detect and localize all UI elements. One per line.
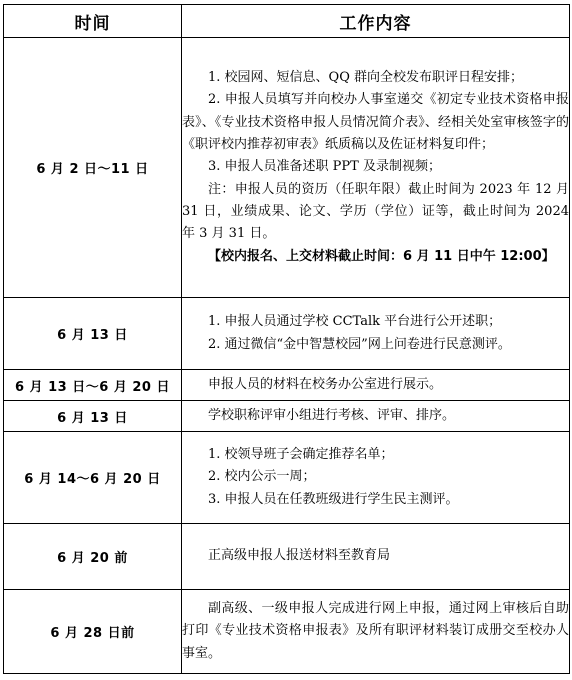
table-row [4,401,570,432]
row-content [182,401,570,432]
row-content [182,590,570,674]
row-date: 6 月 14～6 月 20 日 [4,432,182,524]
list-item: 1. 申报人员通过学校 CCTalk 平台进行公开述职； [208,314,502,330]
table-row [4,298,570,370]
list-item: 正高级申报人报送材料至教育局 [208,548,391,564]
list-item: 2. 通过微信“金中智慧校园”网上问卷进行民意测评。 [208,336,511,352]
row-date: 6 月 2 日～11 日 [4,38,182,298]
list-item: 申报人员的材料在校务办公室进行展示。 [208,376,443,392]
row-date: 6 月 20 前 [4,524,182,590]
note-text: 注：申报人员的资历（任职年限）截止时间为 2023 年 12 月 31 日，业绩成果、论文、学历（学位）证等，截止时间为 2024 年 3 月 31 日。 [182,181,569,242]
list-item: 3. 申报人员准备述职 PPT 及录制视频； [208,159,441,175]
table-row [4,432,570,524]
row-date: 6 月 28 日前 [4,590,182,674]
row-date: 6 月 13 日～6 月 20 日 [4,370,182,401]
table-row [4,524,570,590]
table-header-row [4,5,570,38]
table-row [4,38,570,298]
row-content [182,524,570,590]
list-item: 1. 校园网、短信息、QQ 群向全校发布职评日程安排； [208,70,523,86]
row-date: 6 月 13 日 [4,401,182,432]
list-item: 2. 申报人员填写并向校办人事室递交《初定专业技术资格申报表》、《专业技术资格申报人员情况简介表》、经相关处室审核签字的《职评校内推荐初审表》纸质稿以及佐证材料复印件； [182,92,569,153]
row-content [182,298,570,370]
list-item: 2. 校内公示一周； [208,469,316,485]
table-row [4,370,570,401]
schedule-table [3,4,570,674]
table-row [4,590,570,674]
row-date: 6 月 13 日 [4,298,182,370]
row-content [182,38,570,298]
header-content: 工作内容 [182,5,570,38]
header-time: 时间 [4,5,182,38]
list-item: 副高级、一级申报人完成进行网上申报，通过网上审核后自助打印《专业技术资格申报表》及所有职评材料装订成册交至校办人事室。 [182,601,569,661]
list-item: 学校职称评审小组进行考核、评审、排序。 [208,407,456,423]
row-content [182,370,570,401]
list-item: 3. 申报人员在任教班级进行学生民主测评。 [208,491,459,507]
list-item: 1. 校领导班子会确定推荐名单； [208,447,394,463]
row-content [182,432,570,524]
deadline-text: 【校内报名、上交材料截止时间：6 月 11 日中午 12:00】 [208,248,555,264]
